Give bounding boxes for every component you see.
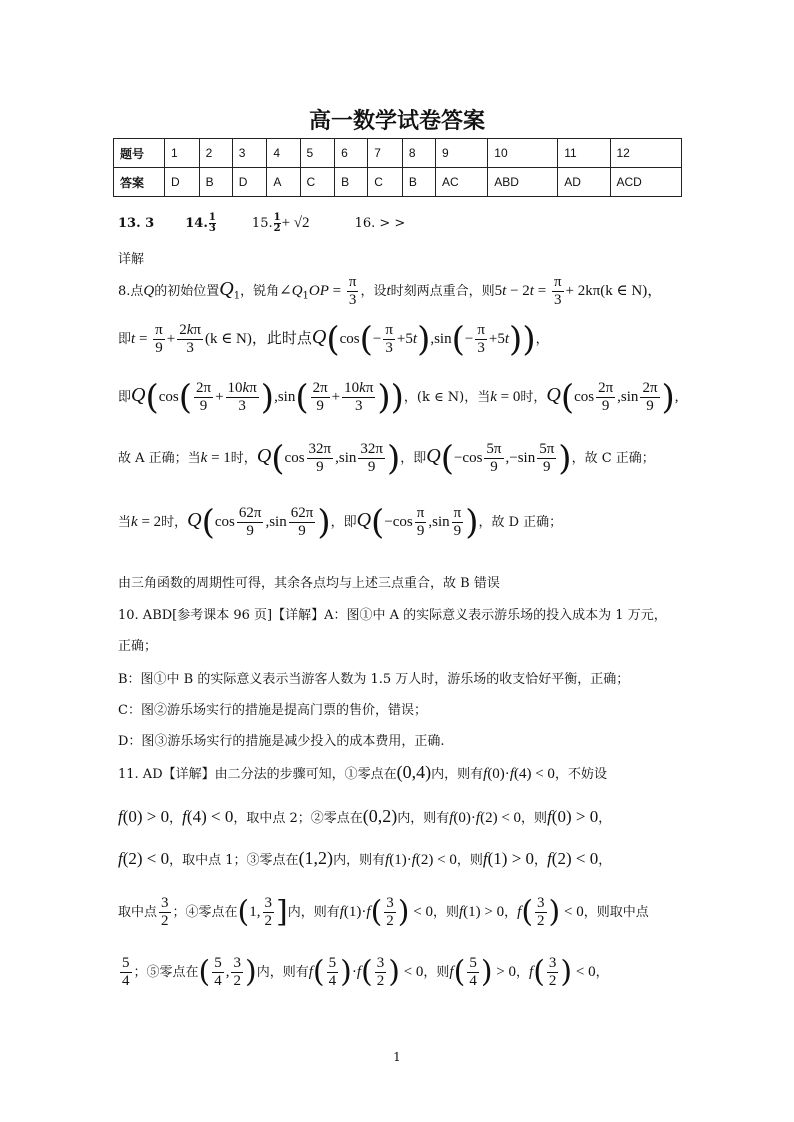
q11-text: 内，则有	[397, 811, 450, 826]
q11-text: 内，则有	[287, 905, 340, 920]
table-cell: D	[165, 168, 200, 197]
table-cell: 11	[558, 139, 610, 168]
q11-text: ；④零点在	[172, 905, 238, 920]
q15-label: 15.	[251, 216, 273, 231]
page-title: 高一数学试卷答案	[308, 109, 485, 134]
q16-answer: 16. > >	[354, 216, 406, 231]
q8-line-5: 当k = 2时，Q(cos $\frac{62\pi}{9}$ ,sin $\frac{62\pi}{9}$ )，即Q(−cos $\frac{\pi}{9}$ ,sin $\frac{\pi}{9}$ )，故 D 正确；	[118, 502, 563, 543]
table-cell: 8	[402, 139, 435, 168]
section-label: 详解	[118, 252, 145, 267]
q15-fraction	[274, 213, 281, 234]
q11-line-5: $\frac{5}{4}$ ；⑤零点在( $\frac{5}{4}$ , $\frac{3}{2}$ )内，则有f( $\frac{5}{4}$ )·f( $\frac{3}{2}$ ) < 0，则f( $\frac{5}{4}$ ) > 0，f( $\frac{3}{2}$ ) < 0，	[122, 954, 609, 990]
table-cell: C	[300, 168, 335, 197]
q14-fraction	[209, 213, 216, 234]
page-number: 1	[393, 1050, 401, 1064]
q11-text: ；⑤零点在	[133, 965, 199, 980]
q8-text: ，	[535, 332, 549, 347]
q8-text: ，即	[400, 451, 427, 466]
table-header-cell: 题号	[114, 139, 165, 168]
q11-text: 11. AD【详解】由二分法的步骤可知，①零点在	[118, 767, 397, 782]
q11-text: 取中点	[118, 905, 158, 920]
q8-text: 即	[118, 390, 132, 405]
q10-line-3: B：图①中 B 的实际意义表示当游客人数为 1.5 万人时，游乐场的收支恰好平衡，正确；	[118, 672, 630, 687]
q10-line-5: D：图③游乐场实行的措施是减少投入的成本费用，正确.	[118, 734, 445, 749]
q11-text: 内，则有	[333, 853, 386, 868]
q15-rest: + √2	[281, 215, 310, 231]
q8-text: 时刻两点重合，则	[390, 284, 495, 299]
q15-denominator: 2	[273, 223, 281, 234]
q8-text: 时，	[230, 451, 257, 466]
table-cell: ABD	[488, 168, 558, 197]
q14-numerator: 1	[208, 212, 216, 223]
q13-answer: 13. 3	[118, 216, 155, 231]
q8-text: 即	[118, 332, 132, 347]
table-row	[114, 139, 682, 168]
table-cell: B	[402, 168, 435, 197]
table-cell: C	[368, 168, 403, 197]
q11-line-4: 取中点 $\frac{3}{2}$ ；④零点在(1, $\frac{3}{2}$ ]内，则有f(1)·f( $\frac{3}{2}$ ) < 0，则f(1) > 0，f( $\frac{3}{2}$ ) < 0，则取中点	[118, 894, 649, 930]
table-cell: AD	[558, 168, 610, 197]
table-cell: A	[267, 168, 300, 197]
q8-text: ，故 D 正确；	[478, 515, 563, 530]
table-cell: B	[335, 168, 368, 197]
q11-text: ，则	[432, 905, 459, 920]
table-cell: AC	[436, 168, 488, 197]
q11-text: ，则	[456, 853, 483, 868]
q10-line-2: 正确；	[118, 639, 158, 654]
q8-text: 8.点	[118, 284, 144, 299]
q10-line-4: C：图②游乐场实行的措施是提高门票的售价，错误；	[118, 703, 427, 718]
q15-numerator: 1	[273, 212, 281, 223]
table-cell: 7	[368, 139, 403, 168]
q8-line-2: 即t = $\frac{\pi}{9}$ + $\frac{2k\pi}{3}$ (k ∈ N)，此时点Q(cos(− $\frac{\pi}{3}$ +5t),sin(− $\frac{\pi}{3}$ +5t))，	[118, 319, 549, 360]
q11-text: ，取中点 2；②零点在	[233, 811, 363, 826]
table-cell: 6	[335, 139, 368, 168]
table-cell: 1	[165, 139, 200, 168]
q8-text: ，锐角	[240, 284, 280, 299]
q11-text: 内，则有	[431, 767, 484, 782]
q11-text: ，则	[521, 811, 548, 826]
q11-text: ，则取中点	[583, 905, 649, 920]
answer-table	[113, 138, 682, 197]
q8-text: 的初始位置	[154, 284, 220, 299]
q11-line-2: f(0) > 0，f(4) < 0，取中点 2；②零点在(0,2)内，则有f(0)·f(2) < 0，则f(0) > 0，	[118, 806, 612, 826]
table-cell: 4	[267, 139, 300, 168]
q14-label: 14.	[185, 216, 208, 231]
table-cell: 5	[300, 139, 335, 168]
q8-line-6: 由三角函数的周期性可得，其余各点均与上述三点重合，故 B 错误	[118, 576, 500, 591]
q8-text: 时，	[520, 390, 547, 405]
q14-denominator: 3	[208, 223, 216, 234]
q8-text: ，即	[330, 515, 357, 530]
table-cell: ACD	[610, 168, 682, 197]
q11-text: ，不妨设	[554, 767, 607, 782]
table-row	[114, 168, 682, 197]
fill-in-answers	[118, 213, 405, 234]
q11-line-1: 11. AD【详解】由二分法的步骤可知，①零点在(0,4)内，则有f(0)·f(4) < 0，不妨设	[118, 762, 607, 782]
q8-text: 故 A 正确；当	[118, 451, 201, 466]
table-cell: 12	[610, 139, 682, 168]
q11-text: 内，则有	[256, 965, 309, 980]
q11-line-3: f(2) < 0，取中点 1；③零点在(1,2)内，则有f(1)·f(2) < 0，则f(1) > 0，f(2) < 0，	[118, 848, 612, 868]
table-cell: D	[232, 168, 267, 197]
q8-line-3: 即Q(cos( $\frac{2\pi}{9}$ + $\frac{10k\pi}{3}$ ),sin( $\frac{2\pi}{9}$ + $\frac{10k\pi}{3}$ ))，(k ∈ N)，当k = 0时，Q(cos $\frac{2\pi}{9}$ ,sin $\frac{2\pi}{9}$ ),	[118, 377, 679, 418]
q8-text: + 2kπ(k ∈ N)，	[565, 283, 663, 299]
table-cell: 9	[436, 139, 488, 168]
q8-text: 时，	[161, 515, 188, 530]
table-cell: 2	[199, 139, 232, 168]
table-cell: B	[199, 168, 232, 197]
q10-line-1: 10. ABD[参考课本 96 页]【详解】A：图①中 A 的实际意义表示游乐场的投入成本为 1 万元，	[118, 608, 667, 623]
q8-text: (k ∈ N)，此时点	[204, 331, 312, 347]
q8-text: ，(k ∈ N)，当	[403, 390, 491, 405]
q8-text: ，故 C 正确；	[571, 451, 655, 466]
q8-line-1: 8.点Q的初始位置$Q_1$，锐角$\angle Q_1OP$ = $\frac{\pi}{3}$ ，设t时刻两点重合，则5t − 2t = $\frac{\pi}{3}$ + 2kπ(k ∈ N)，	[118, 274, 663, 308]
q11-text: ，则	[423, 965, 450, 980]
q8-text: ，设	[360, 284, 387, 299]
table-cell: 3	[232, 139, 267, 168]
q8-line-4: 故 A 正确；当k = 1时，Q(cos $\frac{32\pi}{9}$ ,sin $\frac{32\pi}{9}$ )，即Q(−cos $\frac{5\pi}{9}$ ,−sin $\frac{5\pi}{9}$ )，故 C 正确；	[118, 438, 655, 479]
table-header-cell: 答案	[114, 168, 165, 197]
q11-text: ，取中点 1；③零点在	[169, 853, 299, 868]
q8-text: 当	[118, 515, 132, 530]
table-cell: 10	[488, 139, 558, 168]
